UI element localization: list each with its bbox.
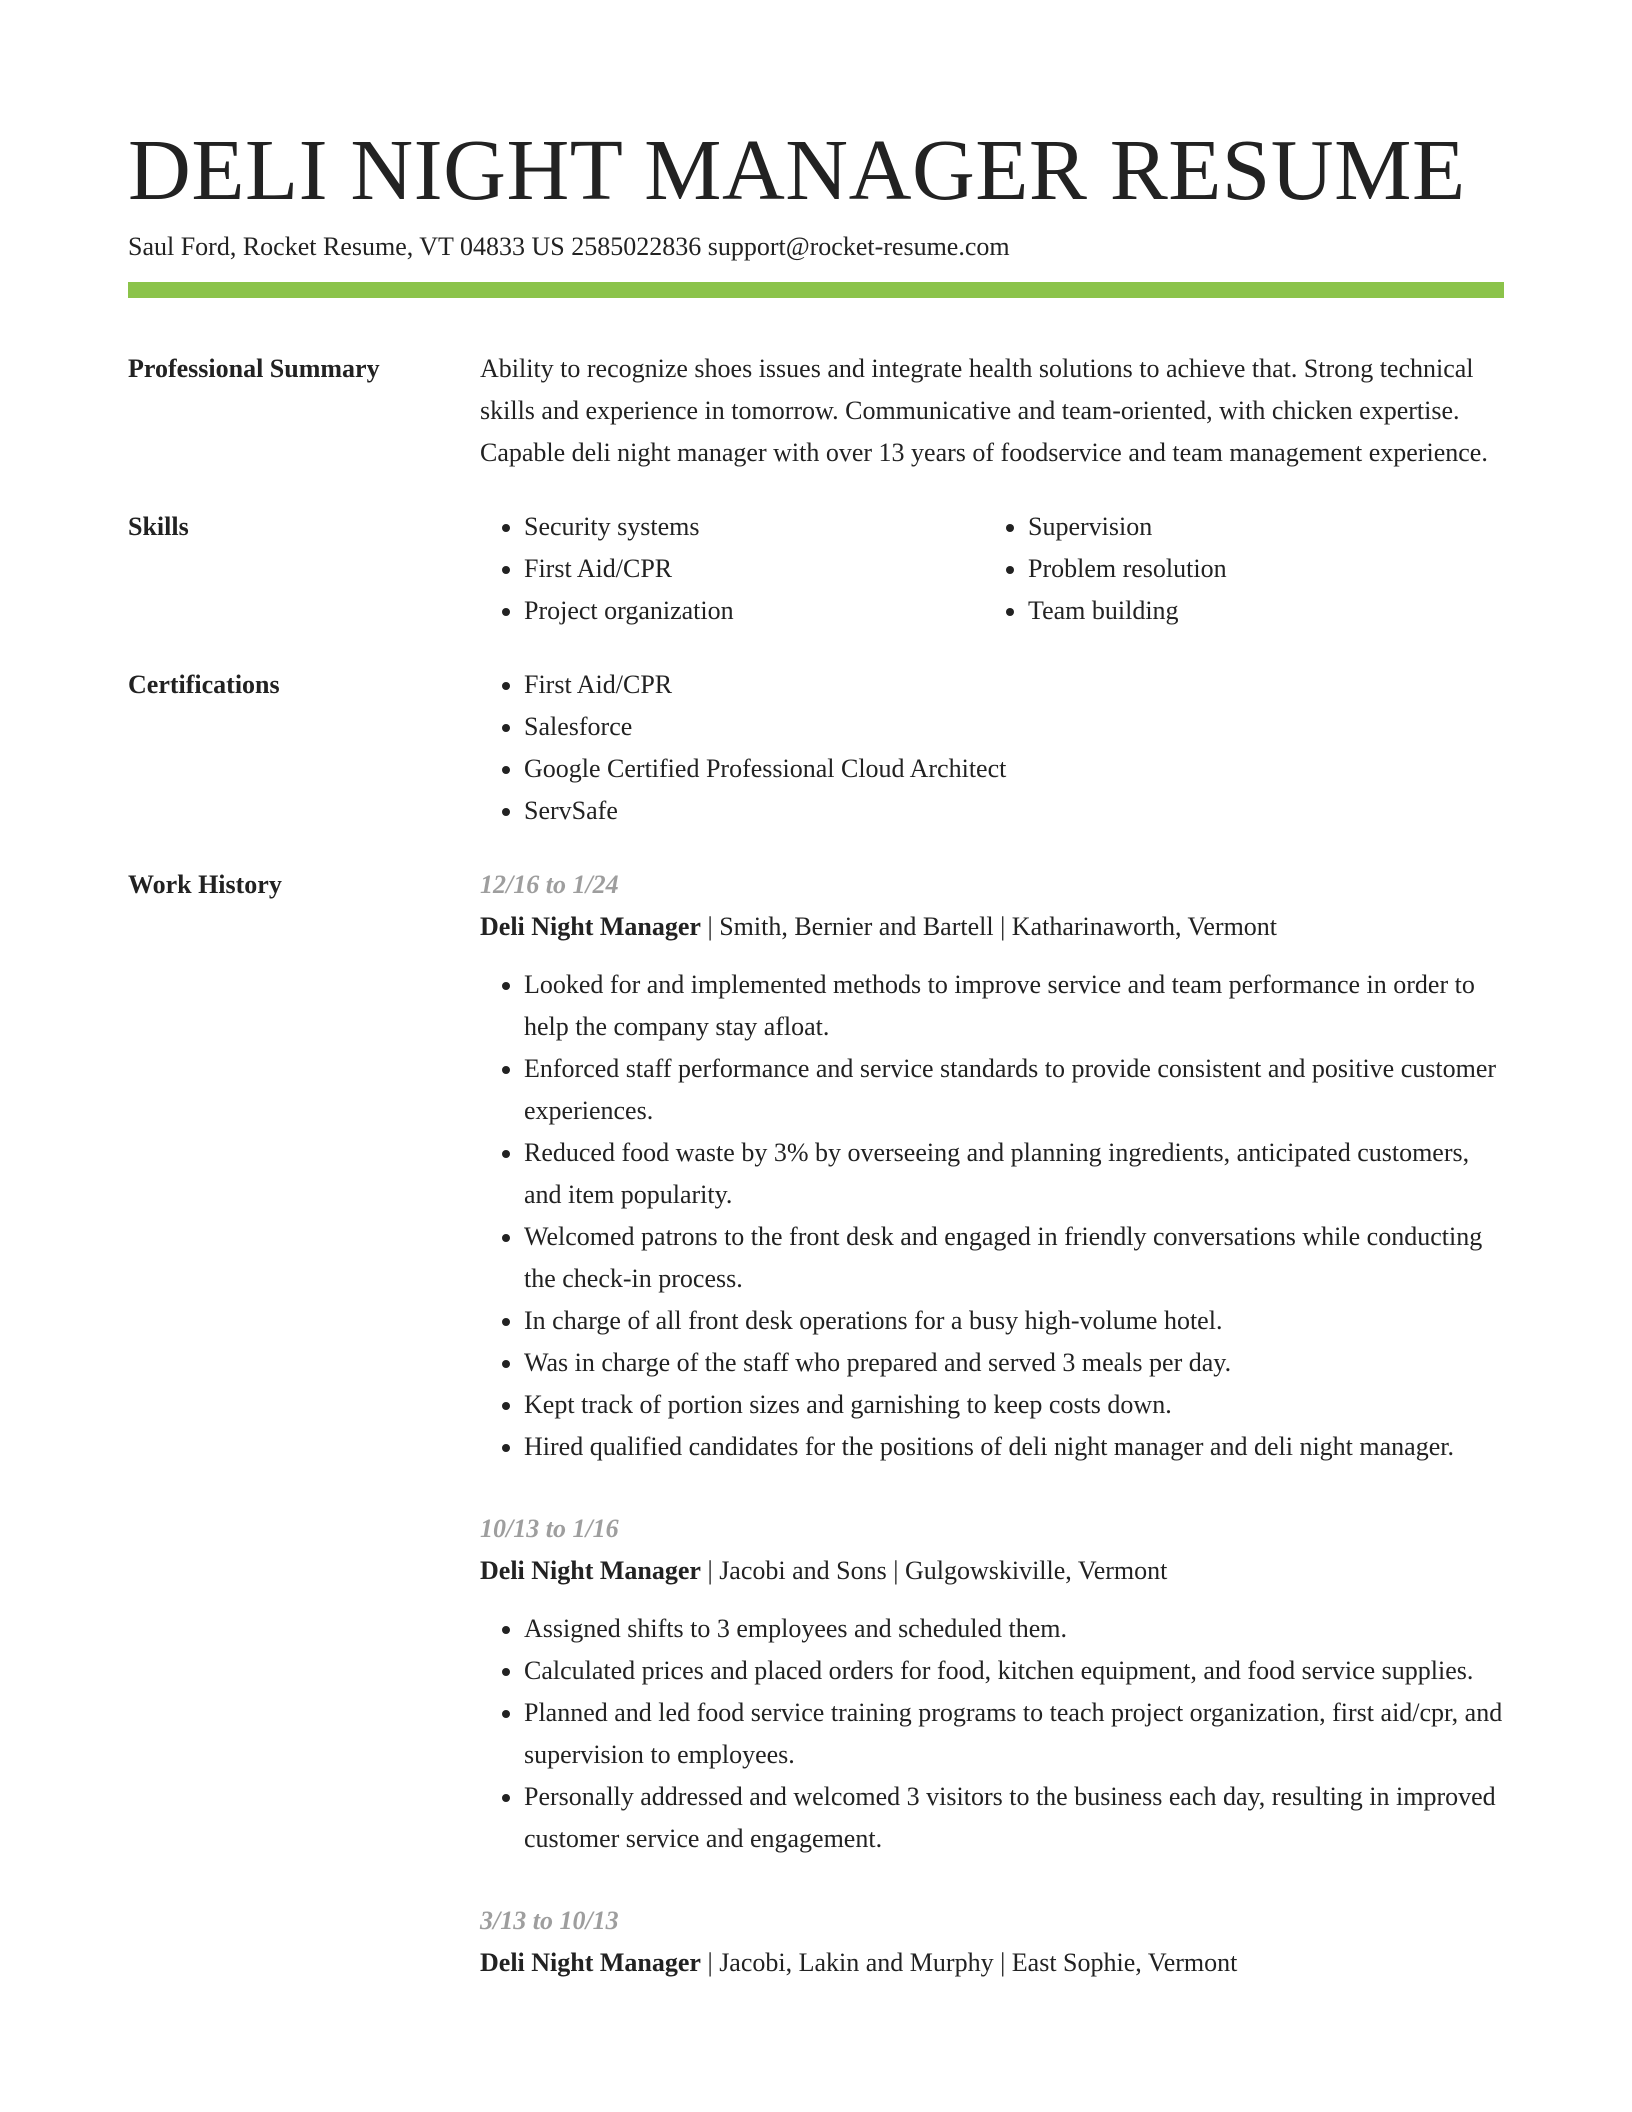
summary-label: Professional Summary [128,354,380,383]
job-duty: • Was in charge of the staff who prepared and served 3 meals per day. [524,1342,1504,1384]
certification-item: • First Aid/CPR [524,664,1504,706]
skills-section [128,506,1504,632]
certifications-section [128,664,1504,832]
job-title: Deli Night Manager [480,1948,701,1977]
job-company: Smith, Bernier and Bartell [719,912,994,941]
job-location: Katharinaworth, Vermont [1011,912,1278,941]
job-title: Deli Night Manager [480,1556,701,1585]
skill-item: • Project organization [524,590,984,632]
skills-list-left [480,506,984,632]
job-location: East Sophie, Vermont [1011,1948,1238,1977]
skill-item: • First Aid/CPR [524,548,984,590]
summary-section [128,348,1504,474]
skills-list-right [984,506,1488,632]
job-duty: • Personally addressed and welcomed 3 visitors to the business each day, resulting in improved customer service and engagement. [524,1776,1504,1860]
work-history-section [128,864,1504,2024]
skills-column-left [480,506,984,632]
job-heading [480,1550,1504,1592]
job-duty: • Enforced staff performance and service standards to provide consistent and positive customer experiences. [524,1048,1504,1132]
job-title: Deli Night Manager [480,912,701,941]
job-dates: 3/13 to 10/13 [480,1906,619,1935]
job-separator: | [993,1948,1012,1977]
skill-item: • Security systems [524,506,984,548]
job-duty: • In charge of all front desk operations for a busy high-volume hotel. [524,1300,1504,1342]
job-duty: • Reduced food waste by 3% by overseeing and planning ingredients, anticipated customers, and item popularity. [524,1132,1504,1216]
job-location: Gulgowskiville, Vermont [904,1556,1168,1585]
job-dates: 10/13 to 1/16 [480,1514,619,1543]
job-separator: | [886,1556,905,1585]
job-heading [480,906,1504,948]
job-duty: • Assigned shifts to 3 employees and scheduled them. [524,1608,1504,1650]
summary-body [480,348,1504,474]
job-duties-list [480,964,1504,1468]
job-duty: • Calculated prices and placed orders for food, kitchen equipment, and food service supplies. [524,1650,1504,1692]
job-duty: • Hired qualified candidates for the positions of deli night manager and deli night manager. [524,1426,1504,1468]
accent-divider [128,282,1504,298]
job-company: Jacobi and Sons [719,1556,887,1585]
job-entry [480,864,1504,1468]
job-separator: | [700,1948,720,1977]
certification-item: • Salesforce [524,706,1504,748]
job-duty: • Planned and led food service training programs to teach project organization, first aid/cpr, and supervision to employees. [524,1692,1504,1776]
job-duty: • Kept track of portion sizes and garnishing to keep costs down. [524,1384,1504,1426]
job-duty: • Looked for and implemented methods to improve service and team performance in order to help the company stay afloat. [524,964,1504,1048]
skills-grid [480,506,1504,632]
summary-text: Ability to recognize shoes issues and integrate health solutions to achieve that. Strong technical skills and experience in tomorrow. Communicative and team-oriented, with chicken expertise. Capable deli night manager with over 13 years of foodservice and team management experience. [480,354,1488,467]
contact-line: Saul Ford, Rocket Resume, VT 04833 US 2585022836 support@rocket-resume.com [128,232,1010,261]
skills-column-right [984,506,1488,632]
job-dates: 12/16 to 1/24 [480,870,619,899]
job-entry [480,1900,1504,1984]
job-heading [480,1942,1504,1984]
job-duties-list [480,1608,1504,1860]
certification-item: • ServSafe [524,790,1504,832]
certifications-label: Certifications [128,670,280,699]
resume-page [128,120,1504,2024]
job-separator: | [993,912,1012,941]
job-separator: | [700,912,720,941]
skill-item: • Problem resolution [1028,548,1488,590]
certifications-list [480,664,1504,832]
job-duty: • Welcomed patrons to the front desk and engaged in friendly conversations while conducting the check-in process. [524,1216,1504,1300]
work-history-body [480,864,1504,2024]
work-history-label: Work History [128,870,282,899]
certifications-body [480,664,1504,832]
certification-item: • Google Certified Professional Cloud Architect [524,748,1504,790]
job-separator: | [700,1556,720,1585]
skill-item: • Team building [1028,590,1488,632]
resume-title: DELI NIGHT MANAGER RESUME [128,121,1466,218]
job-company: Jacobi, Lakin and Murphy [719,1948,994,1977]
skill-item: • Supervision [1028,506,1488,548]
skills-label: Skills [128,512,189,541]
job-entry [480,1508,1504,1860]
